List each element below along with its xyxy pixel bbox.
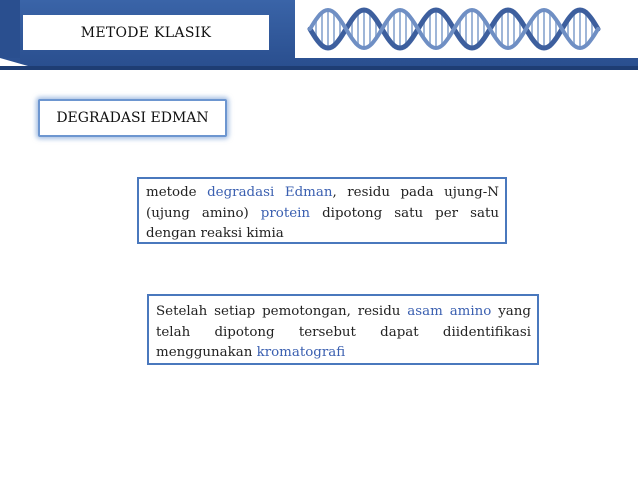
- card2-highlight-asam-amino: asam amino: [407, 304, 492, 319]
- card1-text-2: , residu pada ujung-N (ujung amino): [146, 185, 499, 221]
- header-title: METODE KLASIK: [23, 15, 269, 50]
- card1-highlight-protein: protein: [260, 205, 311, 221]
- description-card: [137, 177, 507, 244]
- card1-text-3: dipotong satu per satu dengan reaksi kimia: [146, 205, 499, 241]
- identification-card: [147, 294, 539, 365]
- section-title: DEGRADASI EDMAN: [38, 99, 227, 137]
- card1-highlight-edman: degradasi Edman: [207, 185, 333, 200]
- card1-text-1: metode: [146, 185, 208, 200]
- card2-text-2: yang telah dipotong tersebut dapat diidentifikasi menggunakan: [156, 304, 531, 360]
- card2-highlight-kromatografi: kromatografi: [256, 345, 346, 360]
- dna-helix-icon: [302, 0, 638, 58]
- card2-text-1: Setelah setiap pemotongan, residu: [156, 304, 408, 319]
